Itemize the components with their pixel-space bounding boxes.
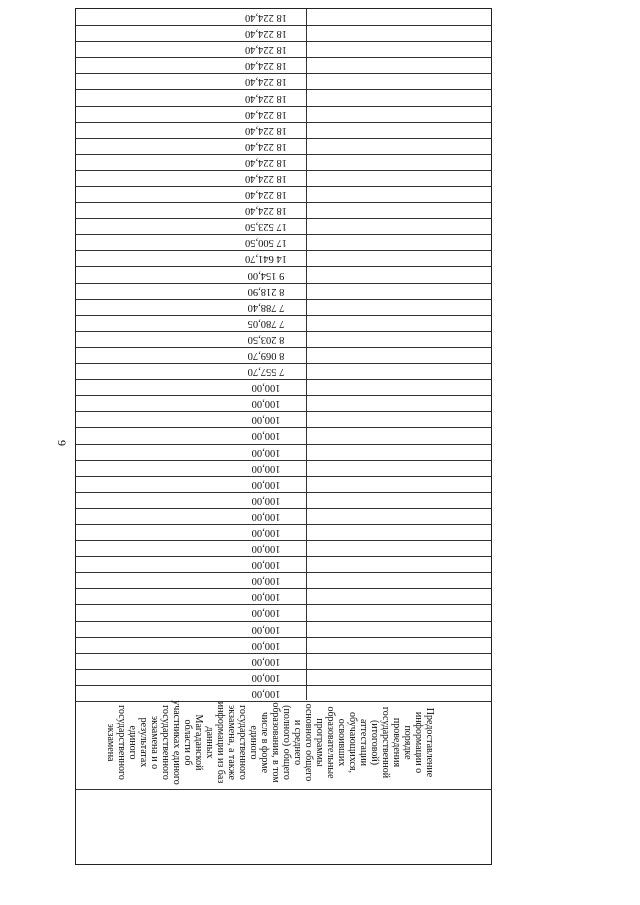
table-cell-value: 7 780,05 — [247, 317, 285, 329]
table-cell-value: 100,00 — [251, 414, 281, 426]
column-divider — [306, 9, 307, 700]
table-cell-value: 17 500,50 — [245, 237, 287, 249]
table-cell-value: 100,00 — [251, 671, 281, 683]
table-cell-value: 100,00 — [251, 639, 281, 651]
table-cell-value: 100,00 — [251, 382, 281, 394]
table-cell-value: 100,00 — [251, 575, 281, 587]
table-cell-value: 18 224,40 — [245, 60, 287, 72]
table-cell-value: 100,00 — [251, 527, 281, 539]
table-cell-value: 100,00 — [251, 607, 281, 619]
table-cell-value: 18 224,40 — [245, 189, 287, 201]
table-cell-value: 18 224,40 — [245, 156, 287, 168]
table-cell-value: 8 218,90 — [247, 285, 285, 297]
service-description-text: Предоставление информации о порядке проведения государственной (итоговой) аттестации обучающихся, освоивших образовательные программы основного общего и среднего (полного) общего образования, в том числе в форме единого государственного экзамена, а также информации из баз данных Магаданской области об участниках единого государственного экзамена и о результатах единого государственного экзамена — [105, 700, 435, 785]
table-cell-value: 18 224,40 — [245, 205, 287, 217]
table-cell-value: 8 069,70 — [247, 350, 285, 361]
table-cell-value: 100,00 — [251, 687, 281, 699]
table-cell-value: 18 224,40 — [245, 92, 287, 104]
table-cell-value: 18 224,40 — [245, 28, 287, 40]
table-cell-value: 100,00 — [251, 494, 281, 506]
table-cell-value: 8 203,50 — [247, 333, 285, 345]
table-cell-value: 7 788,40 — [247, 301, 285, 313]
table-cell-value: 14 641,70 — [245, 253, 287, 265]
table-cell-value: 100,00 — [251, 655, 281, 667]
table-cell-value: 18 224,40 — [245, 12, 287, 24]
table-cell-value: 18 224,40 — [245, 108, 287, 120]
table-cell-value: 18 224,40 — [245, 124, 287, 136]
table-cell-value: 7 557,70 — [247, 366, 285, 378]
table-cell-value: 100,00 — [251, 430, 281, 442]
table-cell-value: 17 523,50 — [245, 221, 287, 233]
table-cell-value: 18 224,40 — [245, 44, 287, 56]
table-cell-value: 100,00 — [251, 446, 281, 458]
table-cell-value: 100,00 — [251, 543, 281, 555]
service-description — [105, 700, 435, 785]
table-cell-value: 100,00 — [251, 623, 281, 635]
table-cell-value: 100,00 — [251, 462, 281, 474]
table-cell-value: 100,00 — [251, 559, 281, 571]
table-cell-value: 100,00 — [251, 478, 281, 490]
table-cell-value: 100,00 — [251, 398, 281, 410]
table-cell-value: 18 224,40 — [245, 140, 287, 152]
table-cell-value: 100,00 — [251, 591, 281, 603]
table-cell-value: 9 154,00 — [247, 269, 285, 281]
row-divider — [76, 789, 491, 790]
table-cell-value: 18 224,40 — [245, 76, 287, 88]
table-cell-value: 18 224,40 — [245, 172, 287, 184]
page-number: 9 — [55, 440, 69, 446]
table-cell-value: 100,00 — [251, 510, 281, 522]
